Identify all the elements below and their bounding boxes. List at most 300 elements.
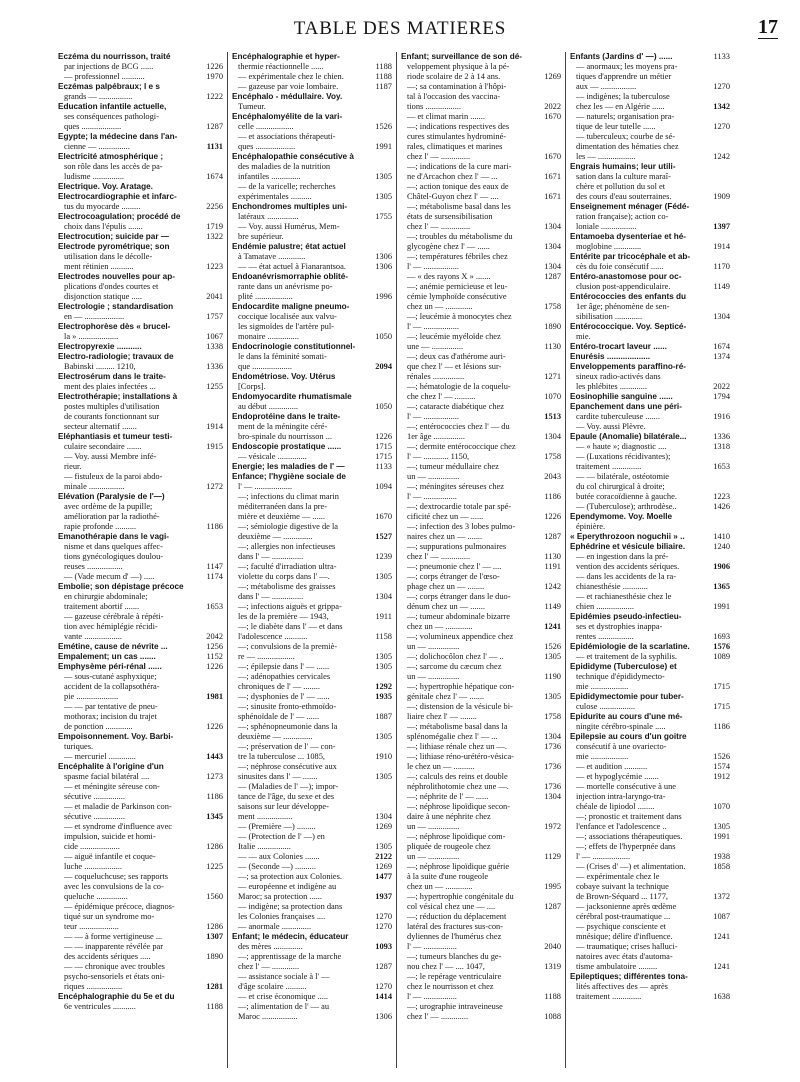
entry-text: — anormaux; les moyens pra- — [576, 62, 678, 71]
index-entry — [232, 62, 392, 72]
entry-page: 1240 — [713, 542, 730, 551]
entry-text: —; entérococcies chez l' — du — [407, 422, 510, 431]
entry-page: 1269 — [544, 72, 561, 81]
entry-text: une — ............... — [407, 342, 464, 351]
index-entry — [58, 452, 223, 462]
index-entry — [58, 412, 223, 422]
entry-text: Entérococcique. Voy. Septicé- — [570, 322, 687, 331]
entry-text: tions gynécologiques doulou- — [64, 552, 164, 561]
index-entry — [232, 422, 392, 432]
entry-page: 1242 — [544, 582, 561, 591]
index-entry — [232, 612, 392, 622]
entry-text: mnésique; délire d'influence. — [576, 932, 673, 941]
entry-page: 1336 — [713, 432, 730, 441]
entry-text: — « haute »; diagnostic .... — [576, 442, 667, 451]
entry-page: 1560 — [206, 892, 223, 901]
index-entry — [570, 952, 730, 962]
index-entry — [58, 942, 223, 952]
entry-page: 1186 — [544, 492, 561, 501]
entry-page: 1070 — [713, 802, 730, 811]
entry-page: 1147 — [206, 562, 223, 571]
index-entry — [58, 732, 223, 742]
index-entry — [232, 642, 392, 652]
entry-page: 1242 — [713, 152, 730, 161]
index-entry — [570, 222, 730, 232]
entry-text: tiques d'apprendre un métier — [576, 72, 672, 81]
index-entry — [570, 282, 730, 292]
entry-page: 1190 — [544, 672, 561, 681]
entry-text: Electrocution; suicide par — — [58, 232, 170, 241]
entry-text: rante dans un anévrisme po- — [238, 282, 333, 291]
index-entry — [401, 782, 561, 792]
entry-text: dyliennes de l'humérus chez — [407, 932, 502, 941]
index-entry — [570, 862, 730, 872]
entry-page: 1287 — [206, 122, 223, 131]
entry-text: méditerranéen dans la pre- — [238, 502, 328, 511]
entry-page: 1914 — [206, 422, 223, 431]
entry-text: à la suite d'une rougeole — [407, 872, 489, 881]
index-column-3 — [396, 52, 565, 1068]
entry-page: 1755 — [375, 212, 392, 221]
entry-text: ludisme ............... — [64, 172, 125, 181]
entry-page: 1226 — [206, 662, 223, 671]
entry-page: 1287 — [544, 902, 561, 911]
index-entry — [232, 322, 392, 332]
index-entry — [232, 852, 392, 862]
entry-page: 1226 — [206, 722, 223, 731]
entry-text: — et associations thérapeuti- — [238, 132, 336, 141]
entry-text: des accidents sériques ..... — [64, 952, 151, 961]
index-entry — [232, 772, 392, 782]
entry-page: 1912 — [713, 772, 730, 781]
entry-text: monaire ............... — [238, 332, 299, 341]
entry-page: 1527 — [375, 532, 392, 541]
index-entry — [58, 192, 223, 202]
index-entry — [58, 962, 223, 972]
index-entry — [58, 522, 223, 532]
index-entry — [570, 92, 730, 102]
entry-text: Epidémiologie de la scarlatine. — [570, 642, 690, 651]
index-entry — [570, 202, 730, 212]
index-entry — [570, 712, 730, 722]
index-entry — [58, 502, 223, 512]
index-entry — [401, 882, 561, 892]
entry-text: ment ................. — [238, 812, 293, 821]
index-entry — [570, 612, 730, 622]
entry-text: par injections de BCG ...... — [64, 62, 154, 71]
index-entry — [232, 172, 392, 182]
index-entry — [58, 182, 223, 192]
entry-page: 2041 — [206, 292, 223, 301]
entry-text: —; pneumonie chez l' — .... — [407, 562, 502, 571]
index-entry — [570, 432, 730, 442]
entry-text: queluche ............... — [64, 892, 128, 901]
entry-text: grands — ................ — [64, 92, 133, 101]
entry-page: 1938 — [713, 852, 730, 861]
entry-text: plications d'ondes courtes et — [64, 282, 159, 291]
entry-page: 1174 — [206, 572, 223, 581]
entry-text: à Tamatave ............. — [238, 252, 306, 261]
entry-text: un — ............... — [407, 852, 460, 861]
entry-text: — et hypoglycémie ....... — [576, 772, 659, 781]
entry-text: — vésicale .............. — [238, 452, 307, 461]
index-entry — [401, 142, 561, 152]
entry-page: 2043 — [544, 472, 561, 481]
index-entry — [58, 552, 223, 562]
entry-page: 1304 — [375, 812, 392, 821]
entry-text: —; corps étranger de l'œso- — [407, 572, 500, 581]
index-entry — [58, 702, 223, 712]
entry-page: 1269 — [375, 822, 392, 831]
index-entry — [401, 322, 561, 332]
index-entry — [58, 462, 223, 472]
index-entry — [232, 582, 392, 592]
index-entry — [401, 752, 561, 762]
entry-text: butée coracoïdienne à gauche. — [576, 492, 677, 501]
entry-page: 1130 — [544, 552, 561, 561]
entry-text: —; sa contamination à l'hôpi- — [407, 82, 507, 91]
entry-text: —; calculs des reins et double — [407, 772, 508, 781]
entry-text: l' — ............ 1150, — [407, 452, 470, 461]
entry-text: un — ............... — [407, 642, 460, 651]
entry-text: Empalement; un cas ....... — [58, 652, 156, 661]
index-entry — [232, 82, 392, 92]
entry-text: utilisation dans le décolle- — [64, 252, 153, 261]
index-entry — [570, 132, 730, 142]
entry-text: pliquée de rougeole chez — [407, 842, 491, 851]
entry-page: 2122 — [375, 852, 392, 861]
index-entry — [232, 872, 392, 882]
entry-text: les phlébites ............. — [576, 382, 647, 391]
entry-text: Enfance; l'hygiène sociale de — [232, 472, 346, 481]
index-entry — [570, 962, 730, 972]
entry-text: Endoanévrismorraphie oblité- — [232, 272, 349, 281]
index-entry — [232, 692, 392, 702]
entry-page: 1715 — [375, 452, 392, 461]
entry-page: 1149 — [713, 282, 730, 291]
entry-page: 1443 — [206, 752, 223, 761]
index-entry — [570, 742, 730, 752]
index-entry — [58, 752, 223, 762]
index-entry — [232, 332, 392, 342]
entry-text: sphénoïdale de l' — ...... — [238, 712, 320, 721]
index-entry — [570, 52, 730, 62]
entry-page: 1972 — [544, 822, 561, 831]
index-entry — [232, 682, 392, 692]
index-entry — [401, 702, 561, 712]
index-entry — [232, 552, 392, 562]
entry-text: Enfant; surveillance de son dé- — [401, 52, 523, 61]
entry-text: Eczéma du nourrisson, traité — [58, 52, 171, 61]
entry-text: Entéro-anastomose pour oc- — [570, 272, 682, 281]
index-entry — [401, 502, 561, 512]
entry-page: 1336 — [206, 362, 223, 371]
index-entry — [570, 152, 730, 162]
index-entry — [570, 602, 730, 612]
entry-text: psycho-sensoriels et états oni- — [64, 972, 165, 981]
index-entry — [401, 772, 561, 782]
entry-page: 1671 — [544, 192, 561, 201]
entry-page: 1736 — [544, 762, 561, 771]
index-entry — [570, 942, 730, 952]
index-entry — [570, 562, 730, 572]
index-entry — [570, 732, 730, 742]
entry-text: ques ................... — [238, 142, 296, 151]
entry-text: que chez l' — et lésions sur- — [407, 362, 502, 371]
index-entry — [58, 222, 223, 232]
entry-text: — (Seconde —) .......... — [238, 862, 316, 871]
entry-text: — et climat marin ....... — [407, 112, 485, 121]
entry-text: des maladies de la nutrition — [238, 162, 331, 171]
entry-text: —; métabolisme basal dans les — [407, 202, 511, 211]
entry-text: de courants fonctionnant sur — [64, 412, 160, 421]
entry-page: 1286 — [206, 922, 223, 931]
index-entry — [232, 242, 392, 252]
index-entry — [58, 342, 223, 352]
entry-text: — européenne et indigène au — [238, 882, 337, 891]
entry-text: —; hypertrophie congénitale du — [407, 892, 514, 901]
index-entry — [570, 392, 730, 402]
entry-text: tus du myocarde ......... — [64, 202, 141, 211]
index-entry — [570, 832, 730, 842]
entry-page: 1890 — [206, 952, 223, 961]
index-entry — [401, 562, 561, 572]
entry-page: 1693 — [713, 632, 730, 641]
index-entry — [570, 672, 730, 682]
entry-text: ration française); action co- — [576, 212, 669, 221]
index-entry — [232, 502, 392, 512]
entry-page: 1715 — [713, 702, 730, 711]
entry-text: — indigènes; la tuberculose — [576, 92, 670, 101]
index-entry — [58, 632, 223, 642]
entry-text: de Brown-Séquard ... 1177, — [576, 892, 669, 901]
entry-text: Ependymome. Voy. Moelle — [570, 512, 673, 521]
entry-text: chez un — ............. — [407, 302, 473, 311]
entry-text: — épidémique précoce, diagnos- — [64, 902, 175, 911]
entry-text: tal à l'occasion des vaccina- — [407, 92, 501, 101]
entry-page: 1304 — [544, 222, 561, 231]
entry-text: — et syndrome d'influence avec — [64, 822, 173, 831]
entry-text: naires chez un — ....... — [407, 532, 483, 541]
index-column-4 — [565, 52, 734, 1068]
entry-text: les — .................. — [576, 152, 636, 161]
index-entry — [401, 902, 561, 912]
entry-text: —; allergies non infectieuses — [238, 542, 336, 551]
index-entry — [58, 842, 223, 852]
index-entry — [401, 512, 561, 522]
entry-page: 1916 — [713, 412, 730, 421]
entry-page: 1414 — [375, 992, 392, 1001]
index-entry — [232, 792, 392, 802]
index-entry — [58, 482, 223, 492]
index-entry — [401, 592, 561, 602]
entry-page: 1345 — [206, 812, 223, 821]
index-entry — [232, 232, 392, 242]
entry-text: Babinski ......... 1210, — [64, 362, 136, 371]
entry-text: l'enfance et l'adolescence .. — [576, 822, 667, 831]
entry-text: cérébral post-traumatique ... — [576, 912, 671, 921]
entry-page: 1526 — [713, 752, 730, 761]
entry-page: 1241 — [713, 962, 730, 971]
entry-text: — (Protection de l' —) en — [238, 832, 325, 841]
index-entry — [401, 122, 561, 132]
entry-page: 2022 — [713, 382, 730, 391]
index-entry — [570, 212, 730, 222]
index-entry — [232, 52, 392, 62]
entry-page: 1305 — [544, 652, 561, 661]
entry-text: —; action tonique des eaux de — [407, 182, 509, 191]
entry-text: —; effets de l'hyperpnée dans — [576, 842, 676, 851]
entry-text: — — bilatérale, ostéotomie — [576, 472, 670, 481]
entry-page: 1305 — [713, 822, 730, 831]
entry-text: —; associations thérapeutiques. — [576, 832, 683, 841]
entry-page: 2042 — [206, 632, 223, 641]
entry-text: Endomyocardite rhumatismale — [232, 392, 352, 401]
index-entry — [232, 372, 392, 382]
entry-page: 1131 — [206, 142, 223, 151]
entry-text: — — par tentative de pneu- — [64, 702, 158, 711]
index-entry — [570, 312, 730, 322]
index-entry — [58, 312, 223, 322]
entry-text: — expérimentale chez le chien. — [238, 72, 344, 81]
index-entry — [232, 342, 392, 352]
entry-text: — Voy. aussi Membre infé- — [64, 452, 157, 461]
index-entry — [58, 352, 223, 362]
entry-page: 1287 — [544, 532, 561, 541]
entry-text: Maroc; sa protection ...... — [238, 892, 322, 901]
index-entry — [570, 322, 730, 332]
index-entry — [58, 382, 223, 392]
index-entry — [232, 892, 392, 902]
entry-page: 1089 — [713, 652, 730, 661]
entry-page: 1223 — [713, 492, 730, 501]
index-entry — [58, 122, 223, 132]
entry-text: —; dolichocôlon chez l' — .. — [407, 652, 504, 661]
entry-page: 1241 — [544, 622, 561, 631]
entry-text: — sous-cutané asphyxique; — [64, 672, 157, 681]
entry-text: Electrologie ; standardisation — [58, 302, 174, 311]
index-entry — [401, 792, 561, 802]
index-entry — [570, 452, 730, 462]
index-entry — [232, 592, 392, 602]
entry-text: lités affectives des — après — [576, 982, 668, 991]
entry-page: 1241 — [713, 932, 730, 941]
index-entry — [58, 212, 223, 222]
entry-page: 1914 — [713, 242, 730, 251]
index-entry — [570, 652, 730, 662]
entry-text: Electrode pyrométrique; son — [58, 242, 170, 251]
entry-text: —; néphrose lipoïdique guérie — [407, 862, 510, 871]
index-entry — [401, 872, 561, 882]
index-entry — [570, 142, 730, 152]
entry-text: ques ................... — [64, 122, 122, 131]
entry-text: —; réduction du déplacement — [407, 912, 507, 921]
index-entry — [401, 182, 561, 192]
entry-text: génitale chez l' — ....... — [407, 692, 485, 701]
index-entry — [232, 702, 392, 712]
entry-page: 1719 — [206, 222, 223, 231]
entry-text: tisme ambulatoire ......... — [576, 962, 658, 971]
index-entry — [570, 902, 730, 912]
index-entry — [401, 432, 561, 442]
entry-page: 1304 — [544, 262, 561, 271]
entry-text: —; hématologie de la coquelu- — [407, 382, 511, 391]
entry-page: 1255 — [206, 382, 223, 391]
entry-page: 1374 — [713, 352, 730, 361]
index-entry — [570, 662, 730, 672]
entry-page: 1304 — [375, 592, 392, 601]
entry-text: —; sémiologie digestive de la — [238, 522, 339, 531]
index-entry — [58, 902, 223, 912]
entry-page: 1653 — [206, 602, 223, 611]
entry-text: Epanchement dans une péri- — [570, 402, 682, 411]
entry-page: 1410 — [713, 532, 730, 541]
index-entry — [232, 762, 392, 772]
index-entry — [401, 272, 561, 282]
entry-text: Enchondromes multiples uni- — [232, 202, 348, 211]
entry-text: Energie; les maladies de l' — — [232, 462, 345, 471]
index-entry — [58, 852, 223, 862]
entry-text: — fistuleux de la paroi abdo- — [64, 472, 163, 481]
index-entry — [232, 832, 392, 842]
entry-text: avec les convulsions de la co- — [64, 882, 164, 891]
index-entry — [401, 412, 561, 422]
entry-text: — dans les accidents de la ra- — [576, 572, 676, 581]
entry-text: Electro-radiologie; travaux de — [58, 352, 174, 361]
entry-text: — expérimentale chez le — [576, 872, 660, 881]
entry-text: rieur. — [64, 462, 82, 471]
index-entry — [570, 522, 730, 532]
index-entry — [570, 302, 730, 312]
index-entry — [401, 202, 561, 212]
entry-text: —; alimentation de l' — au — [238, 1002, 330, 1011]
index-entry — [570, 412, 730, 422]
index-entry — [58, 82, 223, 92]
index-entry — [401, 942, 561, 952]
entry-text: mothorax; incision du trajet — [64, 712, 157, 721]
index-entry — [401, 172, 561, 182]
index-entry — [401, 732, 561, 742]
entry-text: des mères .............. — [238, 942, 303, 951]
entry-text: Encéphalite à l'origine d'un — [58, 762, 164, 771]
page-header — [0, 16, 800, 44]
entry-page: 1526 — [375, 122, 392, 131]
entry-text: un — ............... — [407, 822, 460, 831]
index-entry — [570, 182, 730, 192]
entry-text: culose ................. — [576, 702, 636, 711]
entry-page: 1670 — [375, 512, 392, 521]
index-entry — [401, 642, 561, 652]
entry-text: tance de l'âge, du sexe et des — [238, 792, 335, 801]
entry-page: 1188 — [206, 1002, 223, 1011]
entry-page: 1305 — [544, 692, 561, 701]
entry-text: — gazeuse par voie lombaire. — [238, 82, 339, 91]
entry-text: le chez un — .......... — [407, 762, 475, 771]
entry-page: 1186 — [713, 722, 730, 731]
index-entry — [232, 1012, 392, 1022]
index-entry — [401, 892, 561, 902]
entry-text: loniale ................. — [576, 222, 637, 231]
index-entry — [232, 492, 392, 502]
entry-text: ment rétinien ........... — [64, 262, 134, 271]
entry-text: tiqué sur un syndrome mo- — [64, 912, 155, 921]
entry-page: 1286 — [206, 842, 223, 851]
index-entry — [58, 532, 223, 542]
entry-text: consécutif à une ovariecto- — [576, 742, 667, 751]
entry-page: 1305 — [375, 662, 392, 671]
index-entry — [58, 512, 223, 522]
index-entry — [58, 1002, 223, 1012]
